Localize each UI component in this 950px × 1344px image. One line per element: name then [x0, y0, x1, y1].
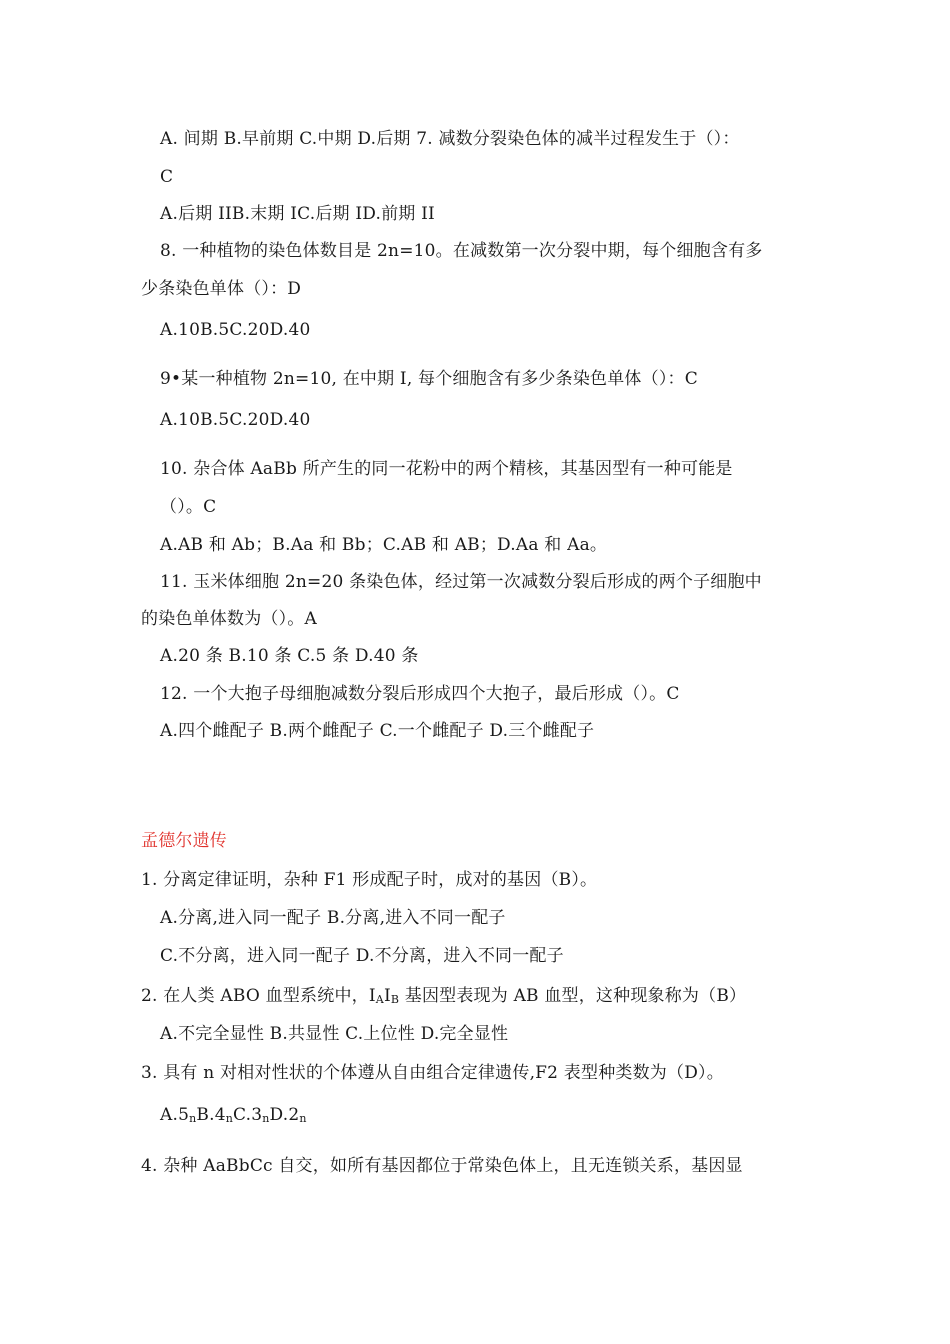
text-line: C.不分离，进入同一配子 D.不分离，进入不同一配子 — [160, 946, 564, 966]
option-a-subscript: n — [189, 1112, 197, 1125]
text-line: A.AB 和 Ab；B.Aa 和 Bb；C.AB 和 AB；D.Aa 和 Aa。 — [160, 535, 608, 555]
text-line: 1. 分离定律证明，杂种 F1 形成配子时，成对的基因（B）。 — [141, 870, 598, 890]
text-line: A.分离,进入同一配子 B.分离,进入不同一配子 — [160, 908, 506, 928]
text-line: 9•某一种植物 2n=10, 在中期 I, 每个细胞含有多少条染色单体（）：C — [160, 369, 698, 389]
option-b-subscript: n — [225, 1112, 234, 1125]
option-a: A.5 — [160, 1105, 190, 1125]
text-line: A.后期 IIB.末期 IC.后期 ID.前期 II — [160, 204, 435, 224]
text-line: A. 间期 B.早前期 C.中期 D.后期 7. 减数分裂染色体的减半过程发生于（）： — [160, 129, 740, 149]
text-line: 10. 杂合体 AaBb 所产生的同一花粉中的两个精核，其基因型有一种可能是 — [160, 459, 733, 479]
text-line: 的染色单体数为（）。A — [141, 609, 317, 629]
text-line: 3. 具有 n 对相对性状的个体遵从自由组合定律遗传,F2 表型种类数为（D）。 — [141, 1063, 724, 1083]
text-line: A.10B.5C.20D.40 — [160, 410, 311, 430]
q2-mid: I — [383, 986, 391, 1006]
text-line: C — [160, 167, 174, 187]
text-line: 12. 一个大抱子母细胞减数分裂后形成四个大抱子，最后形成（）。C — [160, 684, 680, 704]
question-3-options — [160, 1104, 307, 1130]
option-b: B.4 — [196, 1105, 226, 1125]
q2-subscript-a: A — [375, 993, 384, 1006]
option-c-subscript: n — [262, 1112, 270, 1125]
text-line: A.10B.5C.20D.40 — [160, 320, 311, 340]
question-2 — [141, 985, 746, 1011]
text-line: （）。C — [160, 497, 217, 517]
option-d: D.2 — [269, 1105, 300, 1125]
option-c: C.3 — [233, 1105, 263, 1125]
text-line: 11. 玉米体细胞 2n=20 条染色体，经过第一次减数分裂后形成的两个子细胞中 — [160, 572, 762, 592]
text-line: A.不完全显性 B.共显性 C.上位性 D.完全显性 — [160, 1024, 509, 1044]
text-line: A.20 条 B.10 条 C.5 条 D.40 条 — [160, 646, 419, 666]
q2-subscript-b: B — [390, 993, 400, 1006]
q2-suffix: 基因型表现为 AB 血型，这种现象称为（B） — [399, 986, 747, 1006]
text-line: A.四个雌配子 B.两个雌配子 C.一个雌配子 D.三个雌配子 — [160, 721, 595, 741]
text-line: 8. 一种植物的染色体数目是 2n=10。在减数第一次分裂中期，每个细胞含有多 — [160, 241, 763, 261]
section-heading: 孟德尔遗传 — [141, 831, 227, 851]
option-d-subscript: n — [299, 1112, 307, 1125]
text-line: 4. 杂种 AaBbCc 自交，如所有基因都位于常染色体上，且无连锁关系，基因显 — [141, 1156, 743, 1176]
text-line: 少条染色单体（）：D — [141, 279, 302, 299]
q2-prefix: 2. 在人类 ABO 血型系统中，I — [141, 986, 376, 1006]
